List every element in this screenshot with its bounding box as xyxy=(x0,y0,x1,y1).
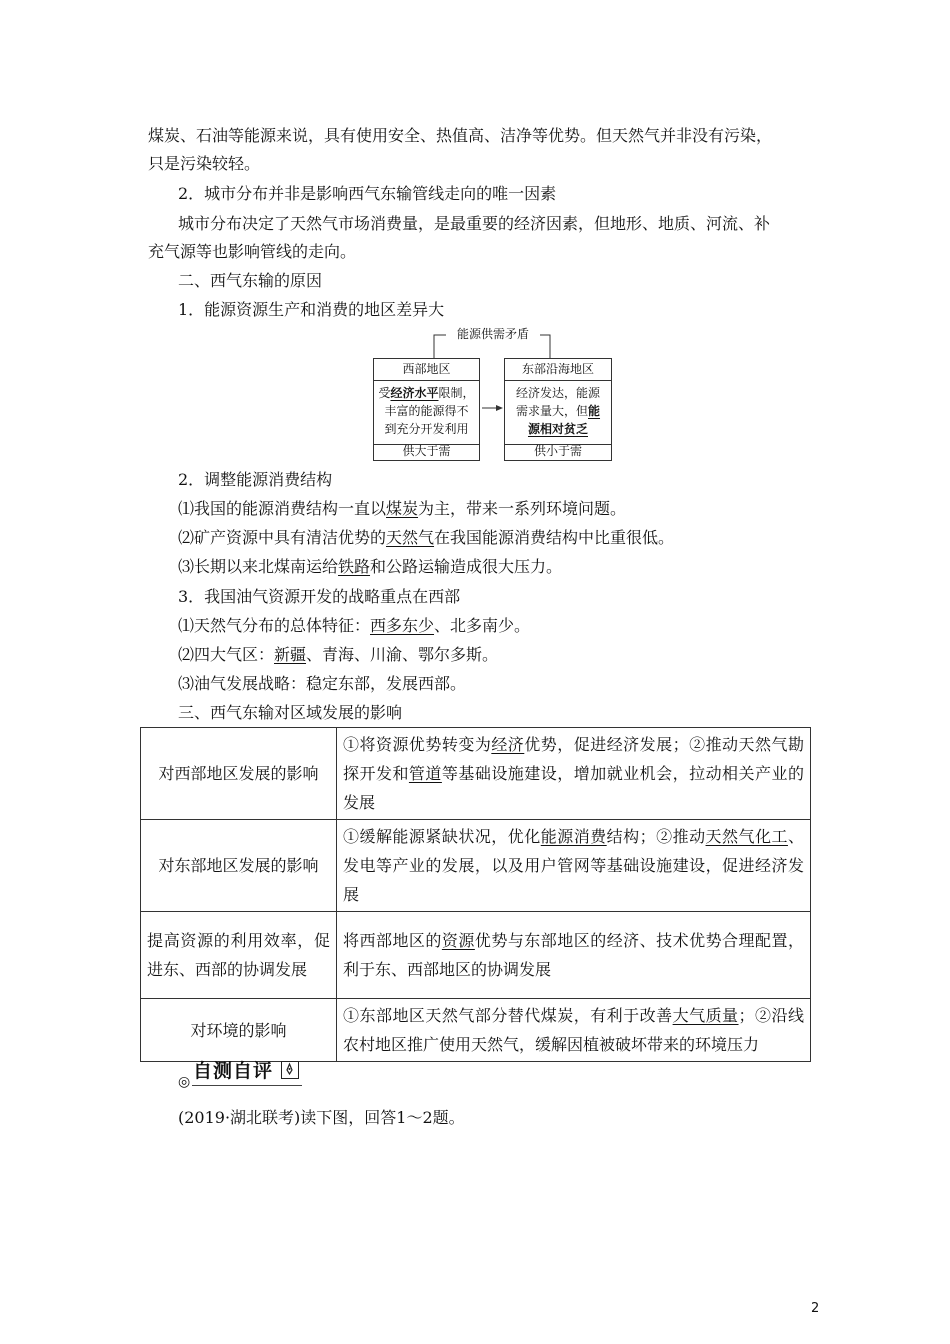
subheading: 2．调整能源消费结构 xyxy=(178,470,333,489)
row-content: ①缓解能源紧缺状况，优化能源消费结构；②推动天然气化工、发电等产业的发展，以及用户管网等基础设施建设，促进经济发展 xyxy=(337,820,811,912)
east-region-box xyxy=(504,358,612,461)
table-row xyxy=(141,820,811,912)
list-item: ⑵四大气区：新疆、青海、川渝、鄂尔多斯。 xyxy=(178,645,499,664)
row-content: 将西部地区的资源优势与东部地区的经济、技术优势合理配置，利于东、西部地区的协调发展 xyxy=(337,912,811,999)
east-region-description: 经济发达，能源 需求量大，但能 源相对贫乏 xyxy=(505,380,611,445)
paragraph-line: 只是污染较轻。 xyxy=(148,154,261,173)
east-region-balance: 供小于需 xyxy=(533,444,582,458)
pen-icon xyxy=(281,1061,299,1079)
list-item: ⑴我国的能源消费结构一直以煤炭为主，带来一系列环境问题。 xyxy=(178,499,627,518)
table-row xyxy=(141,728,811,820)
list-item: ⑶长期以来北煤南运给铁路和公路运输造成很大压力。 xyxy=(178,557,563,576)
question-intro: (2019·湖北联考)读下图，回答1～2题。 xyxy=(178,1108,465,1127)
list-item: ⑶油气发展战略：稳定东部，发展西部。 xyxy=(178,674,467,693)
supply-demand-diagram xyxy=(370,324,615,462)
paragraph-line: 煤炭、石油等能源来说，具有使用安全、热值高、洁净等优势。但天然气并非没有污染， xyxy=(148,126,773,145)
west-region-description: 受经济水平限制， 丰富的能源得不 到充分开发利用 xyxy=(374,380,479,445)
west-region-title: 西部地区 xyxy=(402,362,451,376)
list-item: ⑴天然气分布的总体特征：西多东少、北多南少。 xyxy=(178,616,531,635)
east-region-title: 东部沿海地区 xyxy=(521,362,594,376)
bullet-icon: ◎ xyxy=(178,1074,191,1090)
row-content: ①将资源优势转变为经济优势，促进经济发展；②推动天然气勘探开发和管道等基础设施建设，增加就业机会，拉动相关产业的发展 xyxy=(337,728,811,820)
paragraph-line: 城市分布决定了天然气市场消费量，是最重要的经济因素，但地形、地质、河流、补 xyxy=(178,214,771,233)
row-label: 对东部地区发展的影响 xyxy=(141,820,337,912)
table-row xyxy=(141,999,811,1062)
row-label: 对西部地区发展的影响 xyxy=(141,728,337,820)
subheading: 3．我国油气资源开发的战略重点在西部 xyxy=(178,587,461,606)
west-region-balance: 供大于需 xyxy=(402,444,451,458)
subheading: 2．城市分布并非是影响西气东输管线走向的唯一因素 xyxy=(178,184,557,203)
section-title: 三、西气东输对区域发展的影响 xyxy=(178,703,403,722)
row-label: 提高资源的利用效率，促进东、西部的协调发展 xyxy=(141,912,337,999)
section-title: 二、西气东输的原因 xyxy=(178,271,323,290)
regional-impact-table xyxy=(140,727,811,1062)
west-region-box xyxy=(373,358,480,461)
row-label: 对环境的影响 xyxy=(141,999,337,1062)
diagram-top-label: 能源供需矛盾 xyxy=(456,327,529,341)
logo-underline xyxy=(192,1085,302,1086)
table-row xyxy=(141,912,811,999)
list-item: ⑵矿产资源中具有清洁优势的天然气在我国能源消费结构中比重很低。 xyxy=(178,528,675,547)
self-test-title: 自测自评 xyxy=(193,1060,274,1082)
subheading: 1．能源资源生产和消费的地区差异大 xyxy=(178,300,445,319)
paragraph-line: 充气源等也影响管线的走向。 xyxy=(148,242,357,261)
page-number: 2 xyxy=(811,1301,820,1316)
row-content: ①东部地区天然气部分替代煤炭，有利于改善大气质量；②沿线农村地区推广使用天然气，缓解因植被破坏带来的环境压力 xyxy=(337,999,811,1062)
